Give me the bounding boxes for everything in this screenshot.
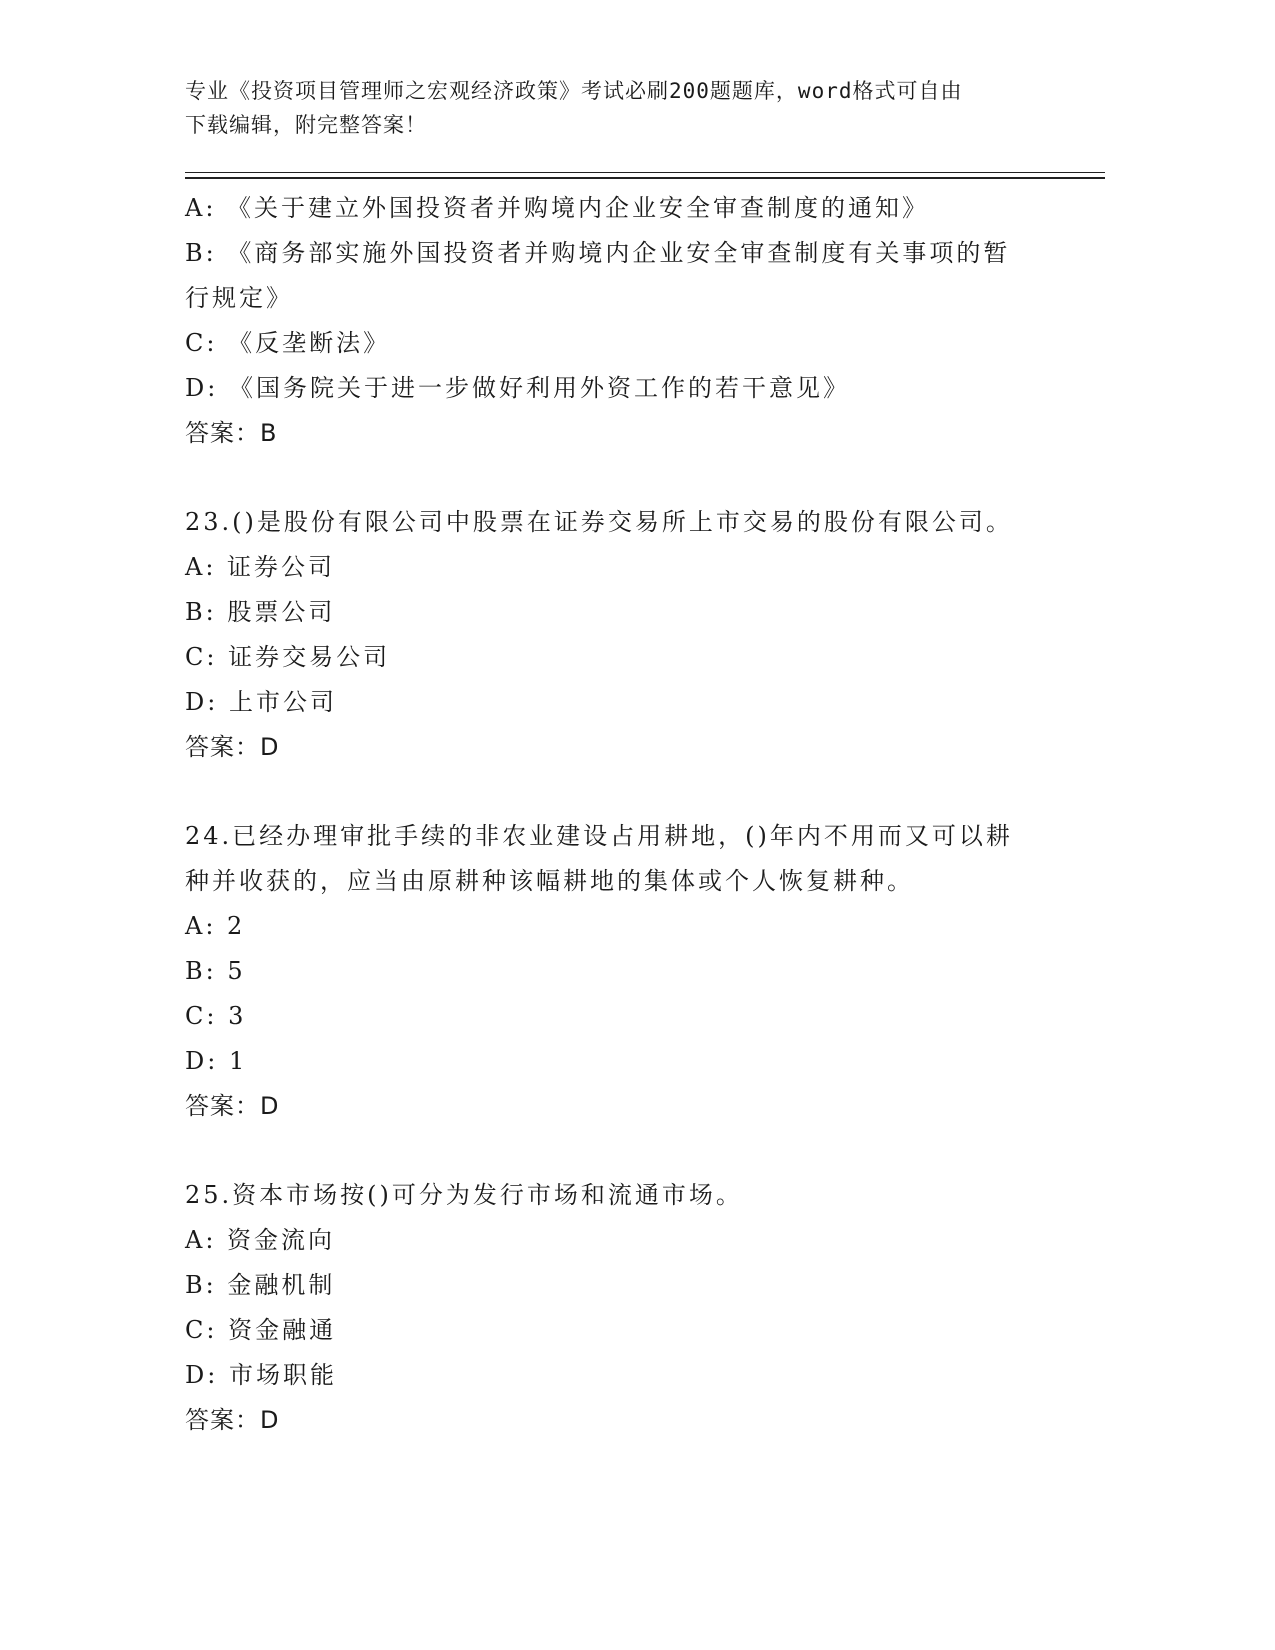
option-c: C: 《反垄断法》: [185, 329, 391, 357]
question-text-continued: 种并收获的，应当由原耕种该幅耕地的集体或个人恢复耕种。: [185, 867, 914, 895]
option-a: A: 《关于建立外国投资者并购境内企业安全审查制度的通知》: [185, 194, 930, 222]
header-divider-thin: [185, 172, 1105, 173]
spacer: [185, 456, 1085, 500]
option-d: D: 1: [185, 1047, 248, 1075]
question-text: 24.已经办理审批手续的非农业建设占用耕地，()年内不用而又可以耕: [185, 822, 1013, 850]
answer: 答案：B: [185, 419, 278, 447]
option-c: C: 资金融通: [185, 1316, 337, 1344]
option-c: C: 证券交易公司: [185, 643, 391, 671]
question-list: [185, 186, 1085, 1443]
option-d: D: 上市公司: [185, 688, 337, 716]
option-b: B: 股票公司: [185, 598, 336, 626]
option-a: A: 证券公司: [185, 553, 336, 581]
answer: 答案：D: [185, 1092, 280, 1120]
question-text: 25.资本市场按()可分为发行市场和流通市场。: [185, 1181, 743, 1209]
question-22: [185, 186, 1085, 456]
header-line-2: 下载编辑，附完整答案！: [185, 113, 427, 137]
question-23: [185, 500, 1085, 770]
question-25: [185, 1173, 1085, 1443]
answer: 答案：D: [185, 1406, 280, 1434]
document-header: [185, 74, 1085, 142]
option-b: B: 《商务部实施外国投资者并购境内企业安全审查制度有关事项的暂: [185, 239, 1011, 267]
question-text: 23.()是股份有限公司中股票在证券交易所上市交易的股份有限公司。: [185, 508, 1013, 536]
option-b: B: 金融机制: [185, 1271, 336, 1299]
question-24: [185, 814, 1085, 1129]
header-divider-thick: [185, 177, 1105, 179]
option-a: A: 2: [185, 912, 246, 940]
spacer: [185, 770, 1085, 814]
option-a: A: 资金流向: [185, 1226, 336, 1254]
spacer: [185, 1129, 1085, 1173]
option-b: B: 5: [185, 957, 246, 985]
option-c: C: 3: [185, 1002, 247, 1030]
option-d: D: 市场职能: [185, 1361, 337, 1389]
answer: 答案：D: [185, 733, 280, 761]
option-b-continued: 行规定》: [185, 284, 293, 312]
option-d: D: 《国务院关于进一步做好利用外资工作的若干意见》: [185, 374, 850, 402]
header-line-1: 专业《投资项目管理师之宏观经济政策》考试必刷200题题库，word格式可自由: [185, 79, 963, 103]
